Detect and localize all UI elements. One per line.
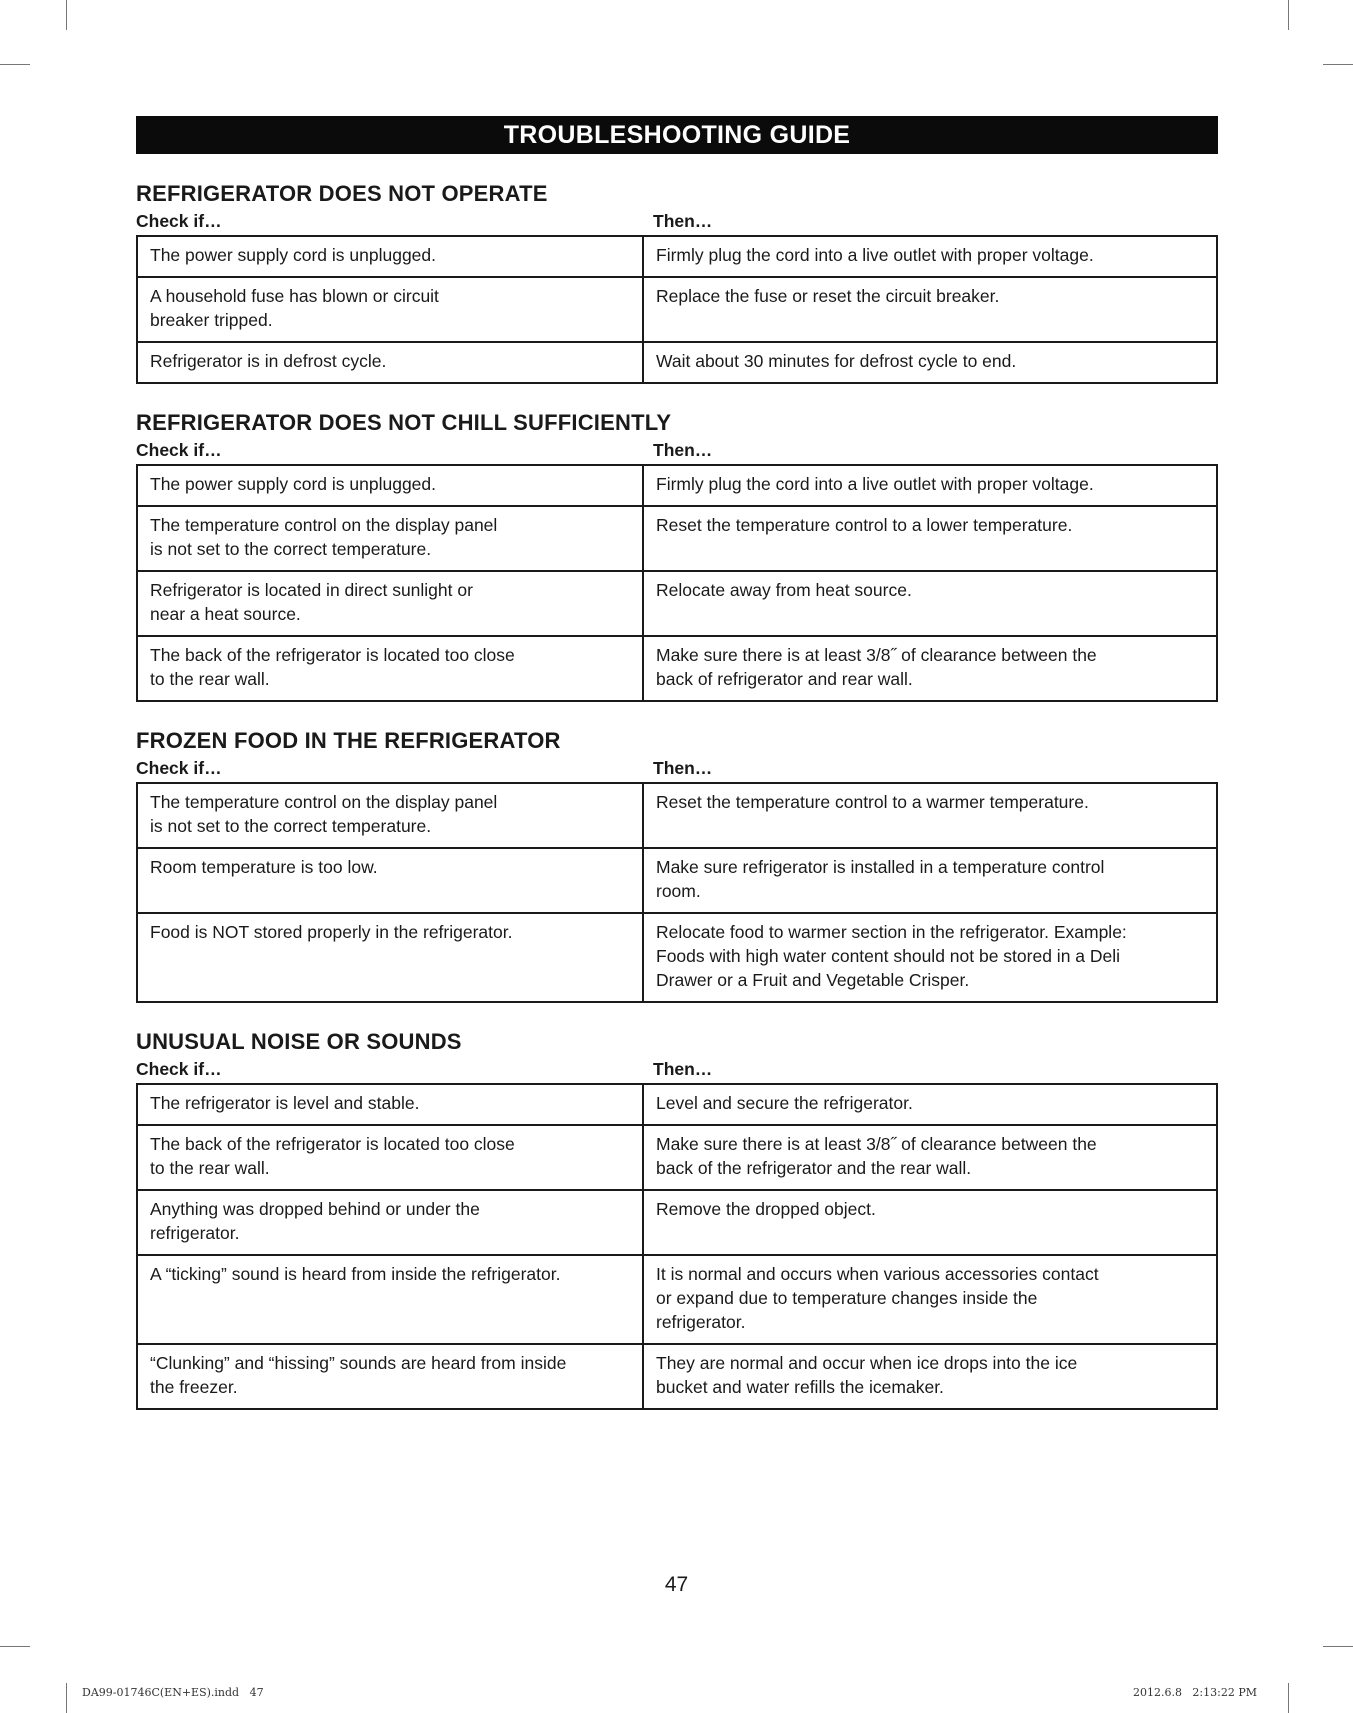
then-cell: Remove the dropped object. (643, 1190, 1217, 1255)
table-row (137, 1344, 1217, 1409)
then-cell: Firmly plug the cord into a live outlet with proper voltage. (643, 465, 1217, 506)
then-cell: Reset the temperature control to a warmer temperature. (643, 783, 1217, 848)
table-row (137, 465, 1217, 506)
check-cell: A household fuse has blown or circuit breaker tripped. (137, 277, 643, 342)
table-row (137, 277, 1217, 342)
then-header: Then… (653, 758, 713, 778)
footer-file-info: DA99-01746C(EN+ES).indd 47 (82, 1686, 264, 1699)
then-cell: Wait about 30 minutes for defrost cycle to end. (643, 342, 1217, 383)
crop-mark (66, 1683, 67, 1713)
then-cell: Make sure there is at least 3/8˝ of clearance between the back of the refrigerator and the rear wall. (643, 1125, 1217, 1190)
check-cell: Anything was dropped behind or under the refrigerator. (137, 1190, 643, 1255)
troubleshooting-table (136, 782, 1218, 1003)
check-cell: The temperature control on the display panel is not set to the correct temperature. (137, 506, 643, 571)
check-if-header: Check if… (136, 211, 222, 231)
then-cell: It is normal and occurs when various accessories contact or expand due to temperature changes inside the refrigerator. (643, 1255, 1217, 1344)
troubleshooting-table (136, 235, 1218, 384)
troubleshooting-section (136, 410, 1218, 702)
column-headers (136, 436, 1218, 464)
column-headers (136, 754, 1218, 782)
section-title: REFRIGERATOR DOES NOT CHILL SUFFICIENTLY (136, 410, 672, 435)
footer-timestamp: 2012.6.8 2:13:22 PM (1132, 1686, 1257, 1699)
then-cell: Reset the temperature control to a lower temperature. (643, 506, 1217, 571)
crop-mark (1323, 64, 1353, 65)
page-banner: TROUBLESHOOTING GUIDE (136, 116, 1218, 154)
then-cell: Replace the fuse or reset the circuit breaker. (643, 277, 1217, 342)
table-row (137, 636, 1217, 701)
column-headers (136, 207, 1218, 235)
troubleshooting-section (136, 181, 1218, 384)
troubleshooting-section (136, 1029, 1218, 1410)
table-row (137, 913, 1217, 1002)
troubleshooting-section (136, 728, 1218, 1003)
table-row (137, 236, 1217, 277)
then-cell: Level and secure the refrigerator. (643, 1084, 1217, 1125)
crop-mark (66, 0, 67, 30)
troubleshooting-table (136, 1083, 1218, 1410)
check-cell: The power supply cord is unplugged. (137, 236, 643, 277)
table-row (137, 342, 1217, 383)
check-cell: Food is NOT stored properly in the refrigerator. (137, 913, 643, 1002)
then-cell: Firmly plug the cord into a live outlet with proper voltage. (643, 236, 1217, 277)
section-title: REFRIGERATOR DOES NOT OPERATE (136, 181, 548, 206)
table-row (137, 1190, 1217, 1255)
crop-mark (1323, 1646, 1353, 1647)
crop-mark (1288, 1683, 1289, 1713)
then-cell: They are normal and occur when ice drops into the ice bucket and water refills the icemaker. (643, 1344, 1217, 1409)
check-if-header: Check if… (136, 1059, 222, 1079)
then-cell: Relocate away from heat source. (643, 571, 1217, 636)
sections-container (136, 181, 1218, 1410)
check-cell: A “ticking” sound is heard from inside the refrigerator. (137, 1255, 643, 1344)
table-row (137, 1084, 1217, 1125)
check-cell: The back of the refrigerator is located too close to the rear wall. (137, 1125, 643, 1190)
then-header: Then… (653, 1059, 713, 1079)
check-cell: Refrigerator is located in direct sunlight or near a heat source. (137, 571, 643, 636)
check-if-header: Check if… (136, 440, 222, 460)
crop-mark (0, 1646, 30, 1647)
then-header: Then… (653, 211, 713, 231)
check-if-header: Check if… (136, 758, 222, 778)
crop-mark (1288, 0, 1289, 30)
check-cell: “Clunking” and “hissing” sounds are heard from inside the freezer. (137, 1344, 643, 1409)
table-row (137, 1255, 1217, 1344)
troubleshooting-table (136, 464, 1218, 702)
table-row (137, 783, 1217, 848)
then-cell: Make sure refrigerator is installed in a temperature control room. (643, 848, 1217, 913)
crop-mark (0, 64, 30, 65)
table-row (137, 506, 1217, 571)
section-title: FROZEN FOOD IN THE REFRIGERATOR (136, 728, 561, 753)
then-cell: Relocate food to warmer section in the refrigerator. Example: Foods with high water content should not be stored in a Deli Drawer or a Fruit and Vegetable Crisper. (643, 913, 1217, 1002)
check-cell: The power supply cord is unplugged. (137, 465, 643, 506)
section-title: UNUSUAL NOISE OR SOUNDS (136, 1029, 462, 1054)
then-header: Then… (653, 440, 713, 460)
check-cell: Room temperature is too low. (137, 848, 643, 913)
check-cell: The refrigerator is level and stable. (137, 1084, 643, 1125)
page-number: 47 (664, 1573, 689, 1596)
check-cell: The temperature control on the display panel is not set to the correct temperature. (137, 783, 643, 848)
table-row (137, 848, 1217, 913)
table-row (137, 1125, 1217, 1190)
column-headers (136, 1055, 1218, 1083)
then-cell: Make sure there is at least 3/8˝ of clearance between the back of refrigerator and rear wall. (643, 636, 1217, 701)
check-cell: Refrigerator is in defrost cycle. (137, 342, 643, 383)
troubleshooting-content (136, 116, 1218, 1410)
table-row (137, 571, 1217, 636)
check-cell: The back of the refrigerator is located too close to the rear wall. (137, 636, 643, 701)
